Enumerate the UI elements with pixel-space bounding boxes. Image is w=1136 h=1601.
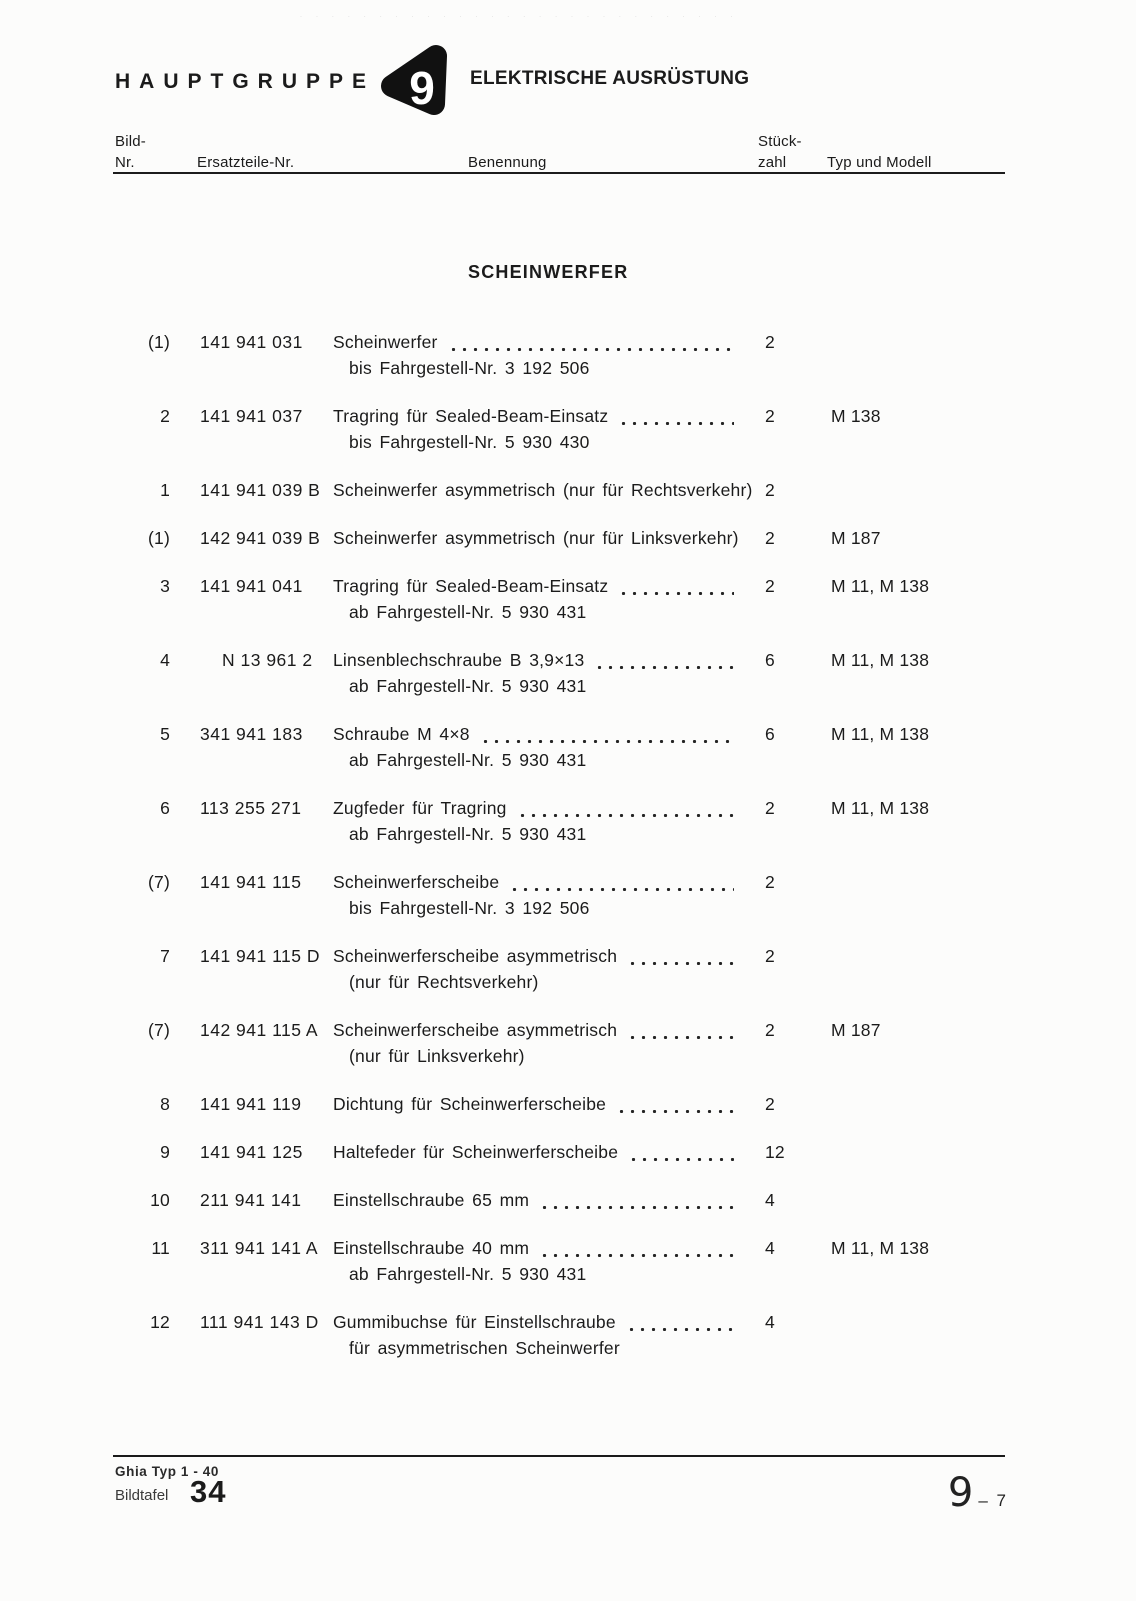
part-number-cell: 141 941 041 bbox=[200, 576, 303, 596]
model-cell: M 138 bbox=[831, 406, 881, 426]
table-row bbox=[113, 1091, 1005, 1117]
model-cell: M 11, M 138 bbox=[831, 650, 930, 670]
main-group-label: HAUPTGRUPPE bbox=[115, 70, 376, 93]
table-row bbox=[113, 721, 1005, 773]
table-row bbox=[113, 477, 1005, 503]
description-cell bbox=[333, 329, 738, 381]
part-number-cell: 141 941 039 B bbox=[200, 480, 321, 500]
table-row bbox=[113, 1235, 1005, 1287]
model-cell: M 11, M 138 bbox=[831, 576, 930, 596]
dot-leader bbox=[626, 1328, 734, 1331]
quantity-cell: 4 bbox=[765, 1312, 775, 1332]
quantity-cell: 2 bbox=[765, 946, 775, 966]
scan-artifacts: ............................ bbox=[300, 12, 747, 19]
part-number-cell: 141 941 125 bbox=[200, 1142, 303, 1162]
parts-table bbox=[113, 248, 1005, 1383]
model-cell bbox=[831, 1309, 1005, 1361]
part-number-cell: 113 255 271 bbox=[200, 798, 302, 818]
bild-nr-cell: (7) bbox=[148, 872, 170, 892]
description-cell bbox=[333, 403, 738, 455]
part-subnote: (nur für Rechtsverkehr) bbox=[349, 972, 539, 992]
part-number-cell: N 13 961 2 bbox=[222, 650, 313, 670]
description-cell bbox=[333, 943, 738, 995]
table-row bbox=[113, 573, 1005, 625]
bild-nr-cell: 11 bbox=[151, 1238, 170, 1258]
model-cell bbox=[831, 1187, 1005, 1213]
bild-nr-cell: 3 bbox=[160, 576, 170, 596]
page-number: – 7 bbox=[978, 1491, 1008, 1510]
model-cell bbox=[831, 329, 1005, 381]
description-cell bbox=[333, 1139, 738, 1165]
part-number-cell: 141 941 115 D bbox=[200, 946, 321, 966]
part-subnote: ab Fahrgestell-Nr. 5 930 431 bbox=[349, 1264, 587, 1284]
part-name: Dichtung für Scheinwerferscheibe bbox=[333, 1094, 607, 1114]
model-cell: M 11, M 138 bbox=[831, 1238, 930, 1258]
chapter-title: ELEKTRISCHE AUSRÜSTUNG bbox=[470, 68, 750, 89]
quantity-cell: 12 bbox=[765, 1142, 785, 1162]
footer-rule bbox=[113, 1455, 1005, 1457]
part-name: Tragring für Sealed-Beam-Einsatz bbox=[333, 406, 609, 426]
model-cell: M 187 bbox=[831, 1020, 881, 1040]
part-subnote: bis Fahrgestell-Nr. 3 192 506 bbox=[349, 358, 590, 378]
part-name: Zugfeder für Tragring bbox=[333, 798, 507, 818]
dot-leader bbox=[628, 1158, 734, 1161]
part-name: Haltefeder für Scheinwerferscheibe bbox=[333, 1142, 619, 1162]
part-number-cell: 142 941 039 B bbox=[200, 528, 321, 548]
table-row bbox=[113, 329, 1005, 381]
quantity-cell: 2 bbox=[765, 798, 775, 818]
description-cell bbox=[333, 795, 738, 847]
part-name: Scheinwerferscheibe bbox=[333, 872, 500, 892]
bild-nr-cell: (1) bbox=[148, 332, 170, 352]
bild-nr-cell: 10 bbox=[150, 1190, 170, 1210]
plate-number: 34 bbox=[190, 1474, 227, 1509]
dot-leader bbox=[448, 348, 734, 351]
plate-label: Bildtafel bbox=[115, 1487, 169, 1504]
dot-leader bbox=[627, 962, 734, 965]
quantity-cell: 2 bbox=[765, 332, 775, 352]
model-cell bbox=[831, 477, 1005, 503]
part-name: Scheinwerferscheibe asymmetrisch bbox=[333, 946, 618, 966]
part-subnote: ab Fahrgestell-Nr. 5 930 431 bbox=[349, 750, 587, 770]
bild-nr-cell: 8 bbox=[160, 1094, 170, 1114]
bild-nr-cell: 4 bbox=[160, 650, 170, 670]
dot-leader bbox=[480, 740, 734, 743]
description-cell bbox=[333, 647, 738, 699]
dot-leader bbox=[509, 888, 734, 891]
part-name: Scheinwerfer bbox=[333, 332, 438, 352]
column-header-description: Benennung bbox=[468, 154, 547, 171]
dot-leader bbox=[594, 666, 734, 669]
model-cell bbox=[831, 1091, 1005, 1117]
model-cell: M 11, M 138 bbox=[831, 798, 930, 818]
part-name: Einstellschraube 65 mm bbox=[333, 1190, 530, 1210]
quantity-cell: 4 bbox=[765, 1238, 775, 1258]
part-name: Schraube M 4×8 bbox=[333, 724, 470, 744]
table-row bbox=[113, 403, 1005, 455]
model-range-label: Ghia Typ 1 - 40 bbox=[115, 1464, 220, 1479]
bild-nr-cell: 6 bbox=[160, 798, 170, 818]
table-row bbox=[113, 869, 1005, 921]
description-cell bbox=[333, 477, 753, 503]
table-row bbox=[113, 1187, 1005, 1213]
quantity-cell: 4 bbox=[765, 1190, 775, 1210]
quantity-cell: 2 bbox=[765, 406, 775, 426]
page-reference bbox=[948, 1470, 1008, 1516]
description-cell bbox=[333, 525, 738, 551]
column-header-type-model: Typ und Modell bbox=[827, 154, 932, 171]
part-subnote: bis Fahrgestell-Nr. 3 192 506 bbox=[349, 898, 590, 918]
bild-nr-cell: (1) bbox=[148, 528, 170, 548]
quantity-cell: 2 bbox=[765, 528, 775, 548]
part-number-cell: 141 941 037 bbox=[200, 406, 303, 426]
part-name: Scheinwerfer asymmetrisch (nur für Rechtsverkehr) bbox=[333, 480, 753, 500]
dot-leader bbox=[616, 1110, 734, 1113]
model-cell bbox=[831, 869, 1005, 921]
part-subnote: ab Fahrgestell-Nr. 5 930 431 bbox=[349, 676, 587, 696]
part-name: Tragring für Sealed-Beam-Einsatz bbox=[333, 576, 609, 596]
part-number-cell: 142 941 115 A bbox=[200, 1020, 319, 1040]
table-row bbox=[113, 795, 1005, 847]
table-row bbox=[113, 1017, 1005, 1069]
part-number-cell: 141 941 115 bbox=[200, 872, 302, 892]
part-number-cell: 341 941 183 bbox=[200, 724, 303, 744]
part-subnote: für asymmetrischen Scheinwerfer bbox=[349, 1338, 620, 1358]
description-cell bbox=[333, 869, 738, 921]
dot-leader bbox=[618, 422, 734, 425]
part-number-cell: 141 941 031 bbox=[200, 332, 303, 352]
dot-leader bbox=[539, 1254, 734, 1257]
part-name: Einstellschraube 40 mm bbox=[333, 1238, 530, 1258]
part-name: Scheinwerferscheibe asymmetrisch bbox=[333, 1020, 618, 1040]
part-subnote: (nur für Linksverkehr) bbox=[349, 1046, 525, 1066]
bild-nr-cell: 9 bbox=[160, 1142, 170, 1162]
quantity-cell: 6 bbox=[765, 724, 775, 744]
description-cell bbox=[333, 1091, 738, 1117]
page-group-number: 9 bbox=[947, 1470, 974, 1516]
column-header-bild-nr: Bild- Nr. bbox=[115, 133, 147, 171]
group-9-logo-icon bbox=[374, 42, 458, 126]
part-number-cell: 141 941 119 bbox=[200, 1094, 302, 1114]
part-subnote: ab Fahrgestell-Nr. 5 930 431 bbox=[349, 824, 587, 844]
bild-nr-cell: 12 bbox=[150, 1312, 170, 1332]
description-cell bbox=[333, 1309, 738, 1361]
part-name: Gummibuchse für Einstellschraube bbox=[333, 1312, 616, 1332]
dot-leader bbox=[517, 814, 734, 817]
header-rule bbox=[113, 172, 1005, 174]
part-subnote: bis Fahrgestell-Nr. 5 930 430 bbox=[349, 432, 590, 452]
dot-leader bbox=[539, 1206, 734, 1209]
model-cell bbox=[831, 943, 1005, 995]
part-subnote: ab Fahrgestell-Nr. 5 930 431 bbox=[349, 602, 587, 622]
logo-digit: 9 bbox=[409, 62, 435, 114]
part-number-cell: 311 941 141 A bbox=[200, 1238, 319, 1258]
part-name: Scheinwerfer asymmetrisch (nur für Linksverkehr) bbox=[333, 528, 739, 548]
model-cell bbox=[831, 1139, 1005, 1165]
quantity-cell: 2 bbox=[765, 576, 775, 596]
table-rows bbox=[113, 329, 1005, 1361]
quantity-cell: 2 bbox=[765, 1094, 775, 1114]
model-cell: M 187 bbox=[831, 528, 881, 548]
table-row bbox=[113, 1309, 1005, 1361]
table-row bbox=[113, 647, 1005, 699]
quantity-cell: 6 bbox=[765, 650, 775, 670]
description-cell bbox=[333, 1235, 738, 1287]
table-row bbox=[113, 1139, 1005, 1165]
bild-nr-cell: 1 bbox=[160, 480, 170, 500]
quantity-cell: 2 bbox=[765, 872, 775, 892]
column-header-part-number: Ersatzteile-Nr. bbox=[197, 154, 295, 171]
bild-nr-cell: 5 bbox=[160, 724, 170, 744]
section-heading: SCHEINWERFER bbox=[468, 262, 629, 282]
bild-nr-cell: 7 bbox=[160, 946, 170, 966]
part-number-cell: 111 941 143 D bbox=[200, 1312, 319, 1332]
quantity-cell: 2 bbox=[765, 480, 775, 500]
bild-nr-cell: 2 bbox=[160, 406, 170, 426]
description-cell bbox=[333, 721, 738, 773]
table-row bbox=[113, 943, 1005, 995]
quantity-cell: 2 bbox=[765, 1020, 775, 1040]
dot-leader bbox=[627, 1036, 734, 1039]
column-header-quantity: Stück- zahl bbox=[758, 133, 802, 171]
bild-nr-cell: (7) bbox=[148, 1020, 170, 1040]
description-cell bbox=[333, 1187, 738, 1213]
table-row bbox=[113, 525, 1005, 551]
model-cell: M 11, M 138 bbox=[831, 724, 930, 744]
part-number-cell: 211 941 141 bbox=[200, 1190, 302, 1210]
part-name: Linsenblechschraube B 3,9×13 bbox=[333, 650, 585, 670]
dot-leader bbox=[618, 592, 734, 595]
description-cell bbox=[333, 573, 738, 625]
description-cell bbox=[333, 1017, 738, 1069]
